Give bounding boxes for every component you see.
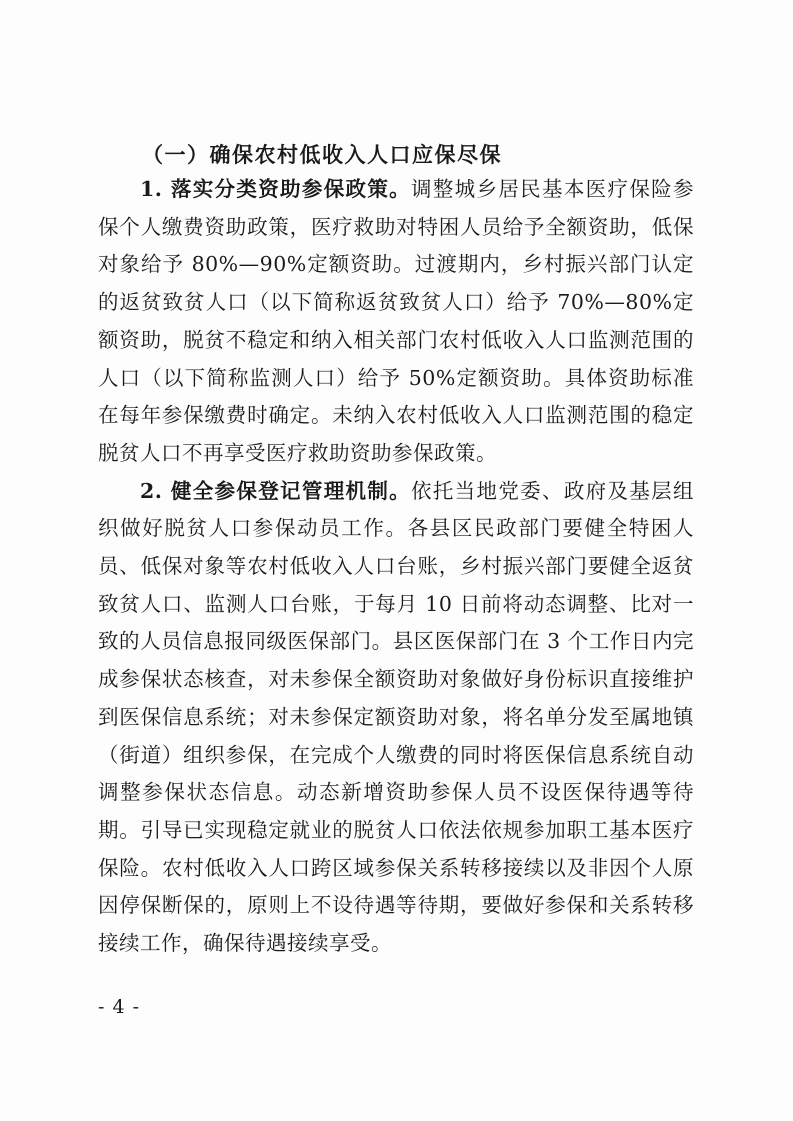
paragraph-1 [98, 171, 694, 473]
paragraph-1-text: 调整城乡居民基本医疗保险参保个人缴费资助政策，医疗救助对特困人员给予全额资助，低保对象给予 80%—90%定额资助。过渡期内，乡村振兴部门认定的返贫致贫人口（以下简称返贫致贫人口）给予 70%—80%定额资助，脱贫不稳定和纳入相关部门农村低收入人口监测范围的人口（以下简称监测人口）给予 50%定额资助。具体资助标准在每年参保缴费时确定。未纳入农村低收入人口监测范围的稳定脱贫人口不再享受医疗救助资助参保政策。 [98, 177, 694, 465]
paragraph-2 [98, 473, 694, 963]
paragraph-1-lead: 1. 落实分类资助参保政策。 [140, 177, 412, 201]
paragraph-2-lead: 2. 健全参保登记管理机制。 [140, 478, 412, 503]
section-heading: （一）确保农村低收入人口应保尽保 [142, 142, 502, 167]
paragraph-2-text: 依托当地党委、政府及基层组织做好脱贫人口参保动员工作。各县区民政部门要健全特困人员、低保对象等农村低收入人口台账，乡村振兴部门要健全返贫致贫人口、监测人口台账，于每月 10 日前将动态调整、比对一致的人员信息报同级医保部门。县区医保部门在 3 个工作日内完成参保状态核查，对未参保全额资助对象做好身份标识直接维护到医保信息系统；对未参保定额资助对象，将名单分发至属地镇（街道）组织参保，在完成个人缴费的同时将医保信息系统自动调整参保状态信息。动态新增资助参保人员不设医保待遇等待期。引导已实现稳定就业的脱贫人口依法依规参加职工基本医疗保险。农村低收入人口跨区域参保关系转移接续以及非因个人原因停保断保的，原则上不设待遇等待期，要做好参保和关系转移接续工作，确保待遇接续享受。 [98, 478, 694, 956]
page-number: - 4 - [98, 996, 141, 1018]
document-body [98, 138, 694, 963]
